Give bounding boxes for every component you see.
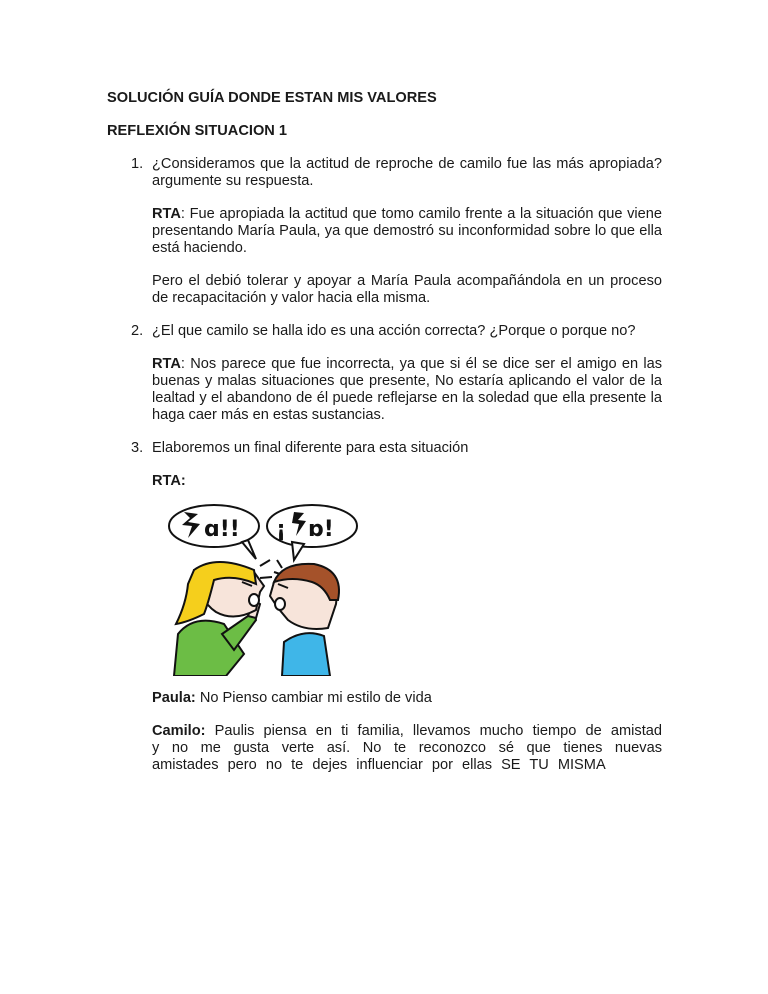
dialog-line-paula: Paula: No Pienso cambiar mi estilo de vida <box>152 690 432 706</box>
question-2 <box>107 323 662 424</box>
question-number: 3. <box>131 440 144 456</box>
answer-label-only: RTA: <box>152 473 186 489</box>
section-heading: REFLEXIÓN SITUACION 1 <box>107 123 288 139</box>
document-title: SOLUCIÓN GUÍA DONDE ESTAN MIS VALORES <box>107 90 437 106</box>
arguing-people-icon <box>164 504 369 676</box>
question-text: ¿El que camilo se halla ido es una acción correcta? ¿Porque o porque no? <box>152 323 636 339</box>
svg-text:ɒ!: ɒ! <box>308 517 334 542</box>
question-text: ¿Consideramos que la actitud de reproche de camilo fue las más apropiada? argumente su respuesta. <box>152 156 662 189</box>
document-page <box>107 90 662 790</box>
question-number: 1. <box>131 156 144 172</box>
svg-text:¡: ¡ <box>276 517 287 542</box>
svg-text:ɑ!!: ɑ!! <box>204 517 240 542</box>
argument-illustration <box>164 504 369 676</box>
question-1 <box>107 156 662 307</box>
answer-text: RTA: Fue apropiada la actitud que tomo camilo frente a la situación que viene presentando María Paula, ya que demostró su inconformidad sobre lo que ella está haciendo. <box>152 206 662 256</box>
question-number: 2. <box>131 323 144 339</box>
dialog <box>152 690 662 774</box>
answer-text: RTA: Nos parece que fue incorrecta, ya que si él se dice ser el amigo en las buenas y malas situaciones que presente, No estaría aplicando el valor de la lealtad y el abandono de él puede reflejarse en la soledad que ella presente la haga caer más en estas sustancias. <box>152 356 662 423</box>
question-text: Elaboremos un final diferente para esta situación <box>152 440 469 456</box>
answer-extra: Pero el debió tolerar y apoyar a María Paula acompañándola en un proceso de recapacitación y valor hacia ella misma. <box>152 273 662 306</box>
question-3 <box>107 440 662 774</box>
dialog-line-camilo: Camilo: Paulis piensa en ti familia, llevamos mucho tiempo de amistad y no me gusta verte así. No te reconozco sé que tienes nuevas amistades pero no te dejes influenciar por ellas SE TU MISMA <box>152 723 662 773</box>
answer-label: RTA <box>152 206 181 222</box>
answer-label: RTA <box>152 356 181 372</box>
